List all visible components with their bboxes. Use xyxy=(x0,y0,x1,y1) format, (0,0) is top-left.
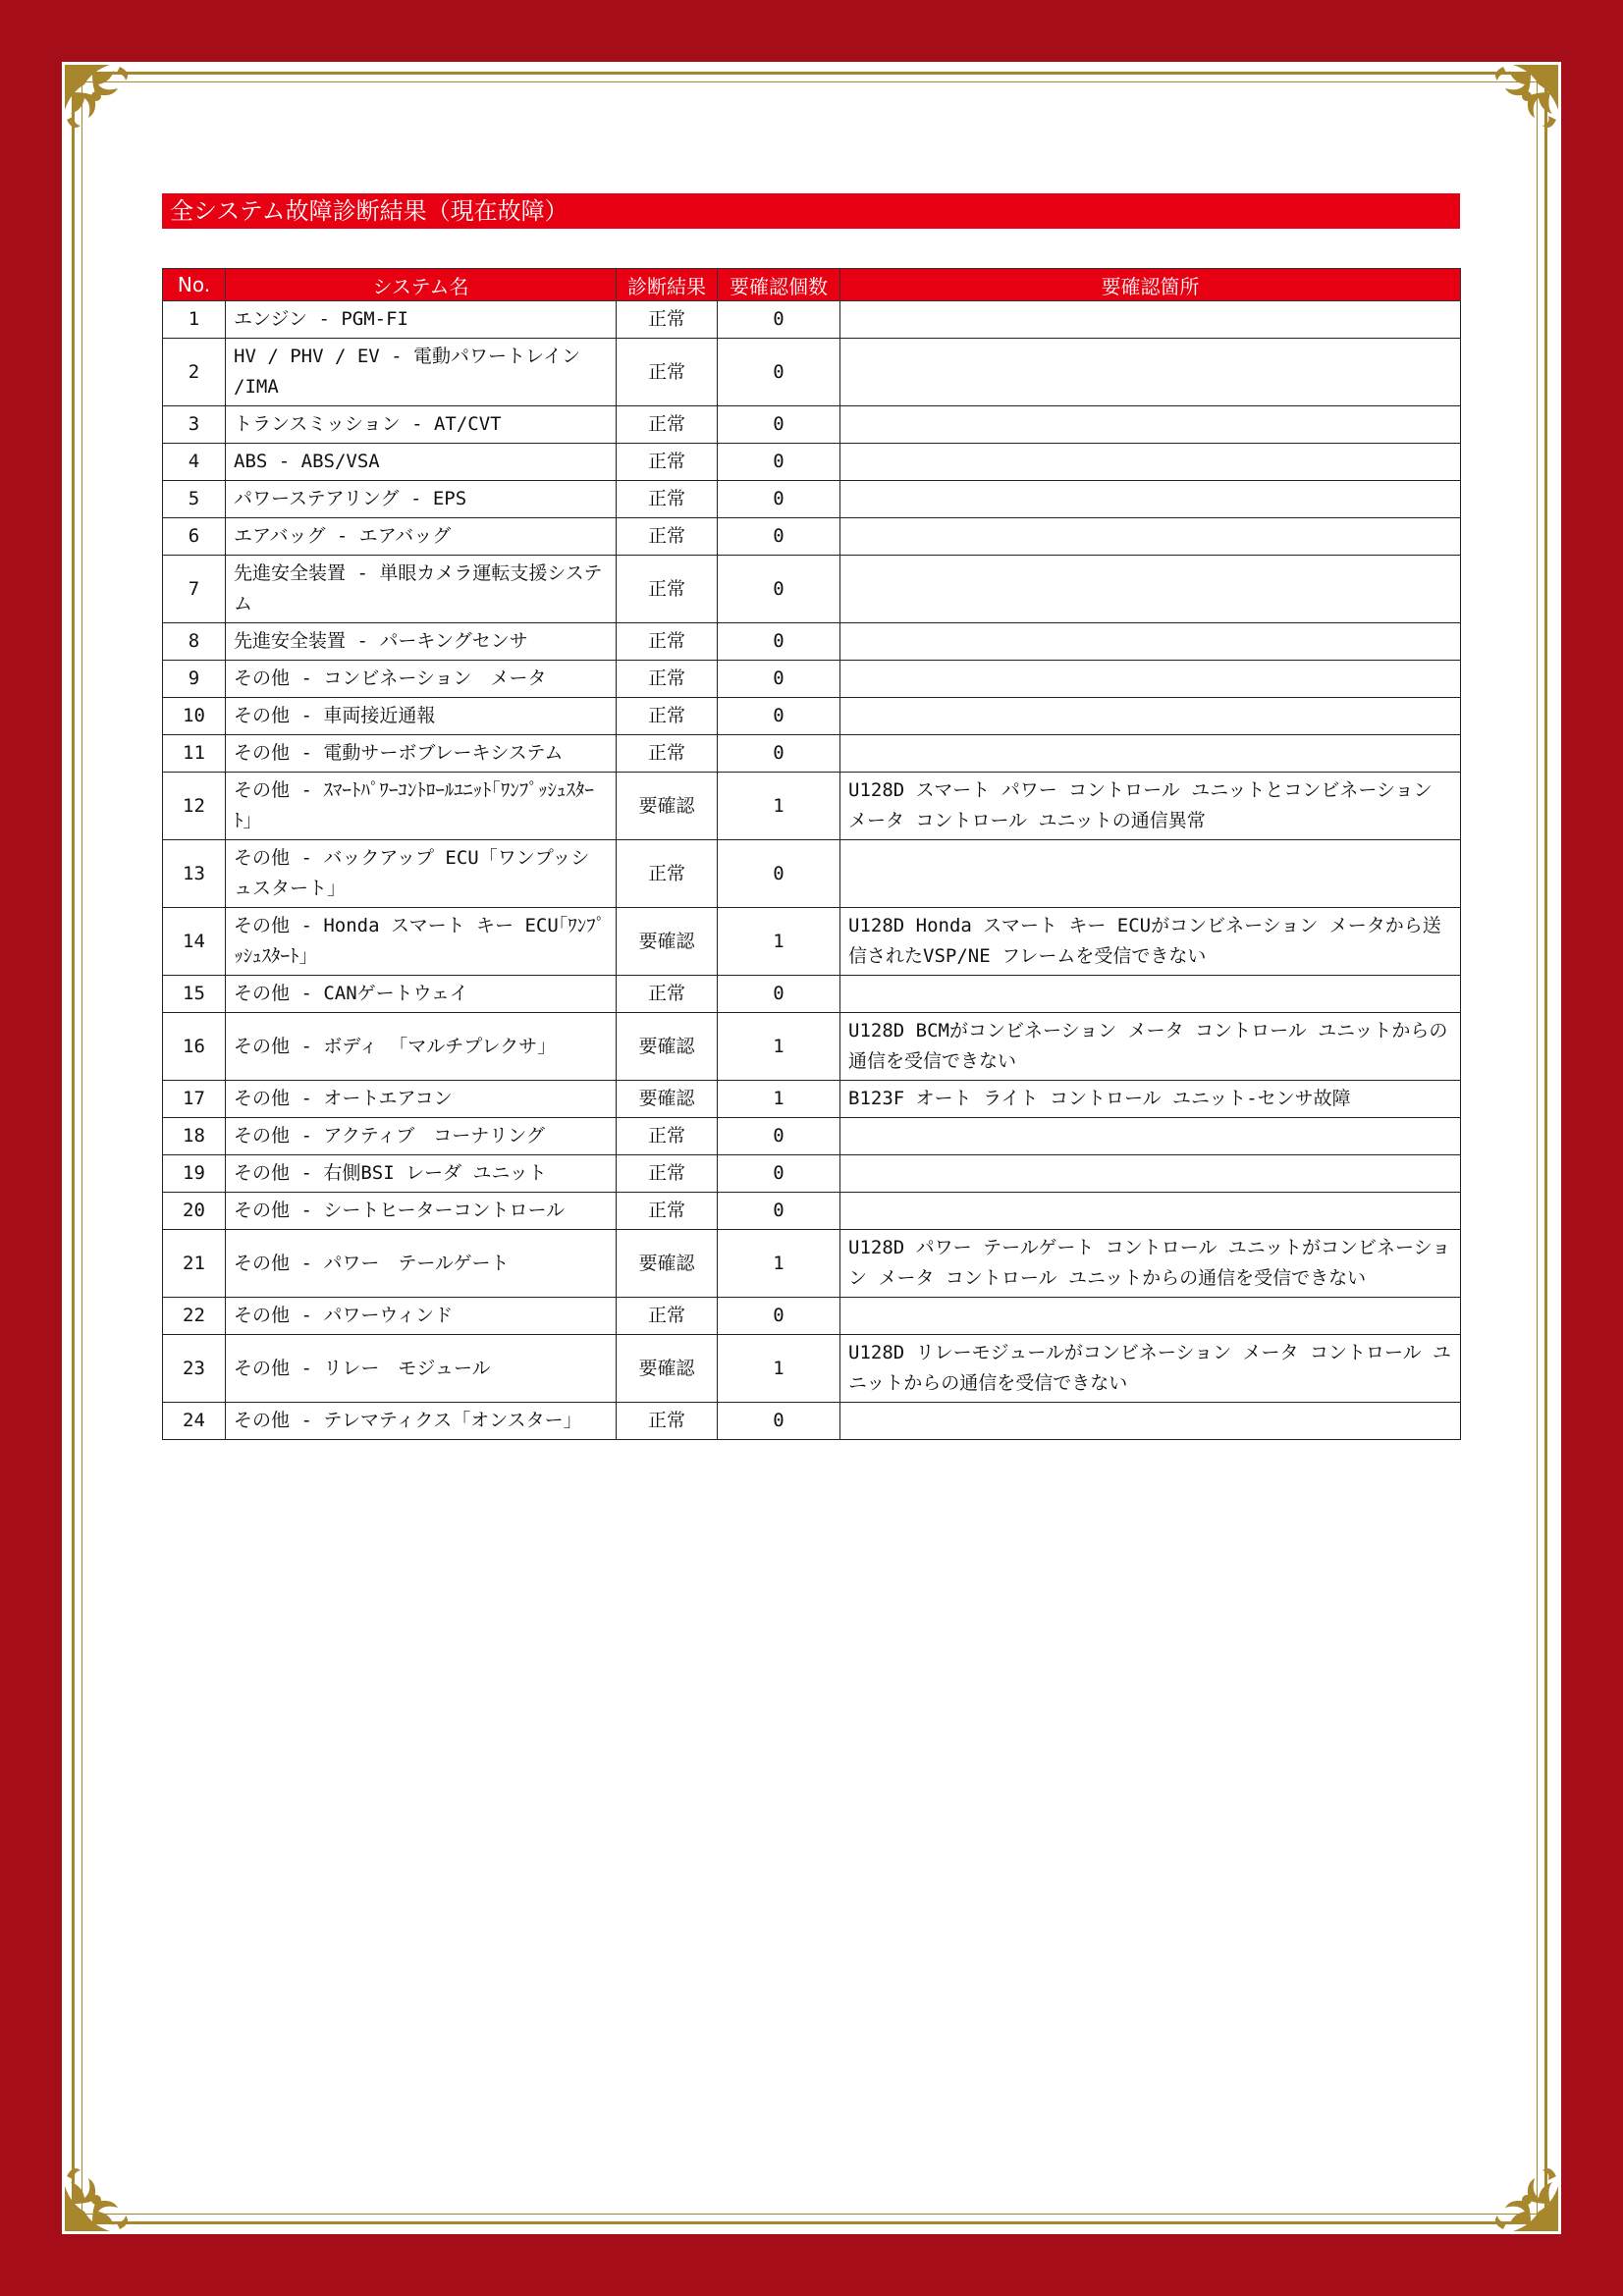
diagnosis-result-cell: 正常 xyxy=(617,623,718,661)
check-points-cell xyxy=(840,623,1461,661)
row-number-cell: 4 xyxy=(163,444,226,481)
check-count-cell: 0 xyxy=(718,339,840,406)
system-name-cell: その他 - アクティブ コーナリング xyxy=(226,1118,617,1155)
row-number-cell: 13 xyxy=(163,840,226,908)
check-count-cell: 1 xyxy=(718,1013,840,1081)
diagnosis-result-cell: 要確認 xyxy=(617,1230,718,1298)
diagnosis-table xyxy=(162,268,1461,1440)
diagnosis-result-cell: 要確認 xyxy=(617,773,718,840)
row-number-cell: 8 xyxy=(163,623,226,661)
diagnosis-result-cell: 正常 xyxy=(617,698,718,735)
check-count-cell: 0 xyxy=(718,623,840,661)
check-count-cell: 1 xyxy=(718,1230,840,1298)
table-row xyxy=(163,518,1461,556)
diagnosis-result-cell: 正常 xyxy=(617,976,718,1013)
row-number-cell: 15 xyxy=(163,976,226,1013)
row-number-cell: 17 xyxy=(163,1081,226,1118)
row-number-cell: 11 xyxy=(163,735,226,773)
row-number-cell: 1 xyxy=(163,301,226,339)
system-name-cell: その他 - Honda スマート キー ECU｢ﾜﾝﾌﾟｯｼｭｽﾀｰﾄ｣ xyxy=(226,908,617,976)
check-points-cell xyxy=(840,698,1461,735)
corner-ornament-icon xyxy=(63,2135,161,2233)
diagnosis-result-cell: 正常 xyxy=(617,406,718,444)
check-count-cell: 0 xyxy=(718,698,840,735)
table-row xyxy=(163,735,1461,773)
table-row xyxy=(163,698,1461,735)
check-points-cell xyxy=(840,518,1461,556)
table-row xyxy=(163,1155,1461,1193)
system-name-cell: その他 - パワー テールゲート xyxy=(226,1230,617,1298)
diagnosis-result-cell: 要確認 xyxy=(617,908,718,976)
table-row xyxy=(163,1230,1461,1298)
check-count-cell: 1 xyxy=(718,1335,840,1403)
diagnosis-result-cell: 正常 xyxy=(617,1193,718,1230)
system-name-cell: 先進安全装置 - パーキングセンサ xyxy=(226,623,617,661)
table-row xyxy=(163,339,1461,406)
table-row xyxy=(163,301,1461,339)
check-points-cell: U128D リレーモジュールがコンビネーション メータ コントロール ユニットからの通信を受信できない xyxy=(840,1335,1461,1403)
check-points-cell xyxy=(840,1193,1461,1230)
diagnosis-result-cell: 要確認 xyxy=(617,1081,718,1118)
row-number-cell: 7 xyxy=(163,556,226,623)
diagnosis-result-cell: 正常 xyxy=(617,481,718,518)
table-row xyxy=(163,481,1461,518)
corner-ornament-icon xyxy=(63,63,161,161)
row-number-cell: 9 xyxy=(163,661,226,698)
system-name-cell: その他 - テレマティクス「オンスター」 xyxy=(226,1403,617,1440)
diagnosis-result-cell: 正常 xyxy=(617,556,718,623)
row-number-cell: 22 xyxy=(163,1298,226,1335)
check-points-cell xyxy=(840,840,1461,908)
check-count-cell: 0 xyxy=(718,406,840,444)
corner-ornament-icon xyxy=(1462,63,1560,161)
system-name-cell: その他 - シートヒーターコントロール xyxy=(226,1193,617,1230)
check-count-cell: 0 xyxy=(718,976,840,1013)
check-count-cell: 0 xyxy=(718,1193,840,1230)
check-count-cell: 0 xyxy=(718,301,840,339)
check-points-cell xyxy=(840,444,1461,481)
check-points-cell xyxy=(840,339,1461,406)
diagnosis-result-cell: 正常 xyxy=(617,1403,718,1440)
system-name-cell: その他 - CANゲートウェイ xyxy=(226,976,617,1013)
table-row xyxy=(163,1193,1461,1230)
row-number-cell: 24 xyxy=(163,1403,226,1440)
check-points-cell: U128D Honda スマート キー ECUがコンビネーション メータから送信されたVSP/NE フレームを受信できない xyxy=(840,908,1461,976)
check-count-cell: 0 xyxy=(718,661,840,698)
diagnosis-result-cell: 要確認 xyxy=(617,1013,718,1081)
check-points-cell xyxy=(840,976,1461,1013)
row-number-cell: 12 xyxy=(163,773,226,840)
row-number-cell: 19 xyxy=(163,1155,226,1193)
system-name-cell: その他 - バックアップ ECU「ワンプッシュスタート」 xyxy=(226,840,617,908)
check-points-cell xyxy=(840,406,1461,444)
check-count-cell: 1 xyxy=(718,908,840,976)
check-count-cell: 1 xyxy=(718,1081,840,1118)
row-number-cell: 6 xyxy=(163,518,226,556)
diagnosis-result-cell: 正常 xyxy=(617,1155,718,1193)
table-row xyxy=(163,406,1461,444)
table-row xyxy=(163,773,1461,840)
system-name-cell: その他 - 車両接近通報 xyxy=(226,698,617,735)
system-name-cell: 先進安全装置 - 単眼カメラ運転支援システム xyxy=(226,556,617,623)
table-header-row xyxy=(163,269,1461,301)
row-number-cell: 14 xyxy=(163,908,226,976)
check-count-cell: 0 xyxy=(718,518,840,556)
check-count-cell: 0 xyxy=(718,1403,840,1440)
check-count-cell: 0 xyxy=(718,1155,840,1193)
check-points-cell xyxy=(840,1155,1461,1193)
column-header-no: No. xyxy=(163,269,226,301)
row-number-cell: 3 xyxy=(163,406,226,444)
diagnosis-result-cell: 正常 xyxy=(617,339,718,406)
table-row xyxy=(163,1335,1461,1403)
diagnosis-result-cell: 正常 xyxy=(617,1298,718,1335)
check-points-cell xyxy=(840,481,1461,518)
check-points-cell: U128D スマート パワー コントロール ユニットとコンビネーション メータ コントロール ユニットの通信異常 xyxy=(840,773,1461,840)
system-name-cell: その他 - ボディ 「マルチプレクサ」 xyxy=(226,1013,617,1081)
check-count-cell: 0 xyxy=(718,1298,840,1335)
diagnosis-result-cell: 要確認 xyxy=(617,1335,718,1403)
section-title: 全システム故障診断結果（現在故障） xyxy=(162,193,1460,229)
check-count-cell: 0 xyxy=(718,444,840,481)
system-name-cell: HV / PHV / EV - 電動パワートレイン /IMA xyxy=(226,339,617,406)
diagnosis-result-cell: 正常 xyxy=(617,518,718,556)
diagnosis-result-cell: 正常 xyxy=(617,301,718,339)
check-points-cell xyxy=(840,1403,1461,1440)
diagnosis-result-cell: 正常 xyxy=(617,444,718,481)
check-count-cell: 0 xyxy=(718,735,840,773)
column-header-count: 要確認個数 xyxy=(718,269,840,301)
check-points-cell xyxy=(840,556,1461,623)
check-points-cell: B123F オート ライト コントロール ユニット-センサ故障 xyxy=(840,1081,1461,1118)
table-row xyxy=(163,444,1461,481)
check-points-cell xyxy=(840,735,1461,773)
system-name-cell: その他 - ｽﾏｰﾄﾊﾟﾜｰｺﾝﾄﾛｰﾙﾕﾆｯﾄ｢ﾜﾝﾌﾟｯｼｭｽﾀｰﾄ｣ xyxy=(226,773,617,840)
check-points-cell xyxy=(840,1118,1461,1155)
check-count-cell: 0 xyxy=(718,840,840,908)
system-name-cell: ABS - ABS/VSA xyxy=(226,444,617,481)
system-name-cell: トランスミッション - AT/CVT xyxy=(226,406,617,444)
diagnosis-result-cell: 正常 xyxy=(617,661,718,698)
column-header-points: 要確認箇所 xyxy=(840,269,1461,301)
check-points-cell: U128D パワー テールゲート コントロール ユニットがコンビネーション メータ コントロール ユニットからの通信を受信できない xyxy=(840,1230,1461,1298)
table-row xyxy=(163,1081,1461,1118)
check-points-cell xyxy=(840,661,1461,698)
diagnosis-result-cell: 正常 xyxy=(617,840,718,908)
diagnosis-result-cell: 正常 xyxy=(617,1118,718,1155)
check-count-cell: 0 xyxy=(718,481,840,518)
corner-ornament-icon xyxy=(1462,2135,1560,2233)
row-number-cell: 16 xyxy=(163,1013,226,1081)
table-row xyxy=(163,1298,1461,1335)
check-count-cell: 0 xyxy=(718,1118,840,1155)
table-row xyxy=(163,840,1461,908)
table-row xyxy=(163,908,1461,976)
check-count-cell: 1 xyxy=(718,773,840,840)
check-points-cell xyxy=(840,301,1461,339)
system-name-cell: その他 - パワーウィンド xyxy=(226,1298,617,1335)
column-header-system: システム名 xyxy=(226,269,617,301)
system-name-cell: エアバッグ - エアバッグ xyxy=(226,518,617,556)
row-number-cell: 21 xyxy=(163,1230,226,1298)
table-row xyxy=(163,1118,1461,1155)
system-name-cell: その他 - コンビネーション メータ xyxy=(226,661,617,698)
system-name-cell: エンジン - PGM-FI xyxy=(226,301,617,339)
system-name-cell: パワーステアリング - EPS xyxy=(226,481,617,518)
system-name-cell: その他 - オートエアコン xyxy=(226,1081,617,1118)
row-number-cell: 20 xyxy=(163,1193,226,1230)
table-row xyxy=(163,556,1461,623)
row-number-cell: 2 xyxy=(163,339,226,406)
system-name-cell: その他 - 電動サーボブレーキシステム xyxy=(226,735,617,773)
row-number-cell: 10 xyxy=(163,698,226,735)
system-name-cell: その他 - リレー モジュール xyxy=(226,1335,617,1403)
row-number-cell: 5 xyxy=(163,481,226,518)
column-header-result: 診断結果 xyxy=(617,269,718,301)
check-points-cell xyxy=(840,1298,1461,1335)
table-row xyxy=(163,661,1461,698)
row-number-cell: 18 xyxy=(163,1118,226,1155)
check-count-cell: 0 xyxy=(718,556,840,623)
table-row xyxy=(163,623,1461,661)
row-number-cell: 23 xyxy=(163,1335,226,1403)
diagnosis-result-cell: 正常 xyxy=(617,735,718,773)
system-name-cell: その他 - 右側BSI レーダ ユニット xyxy=(226,1155,617,1193)
table-row xyxy=(163,1403,1461,1440)
check-points-cell: U128D BCMがコンビネーション メータ コントロール ユニットからの通信を受信できない xyxy=(840,1013,1461,1081)
table-row xyxy=(163,976,1461,1013)
table-row xyxy=(163,1013,1461,1081)
